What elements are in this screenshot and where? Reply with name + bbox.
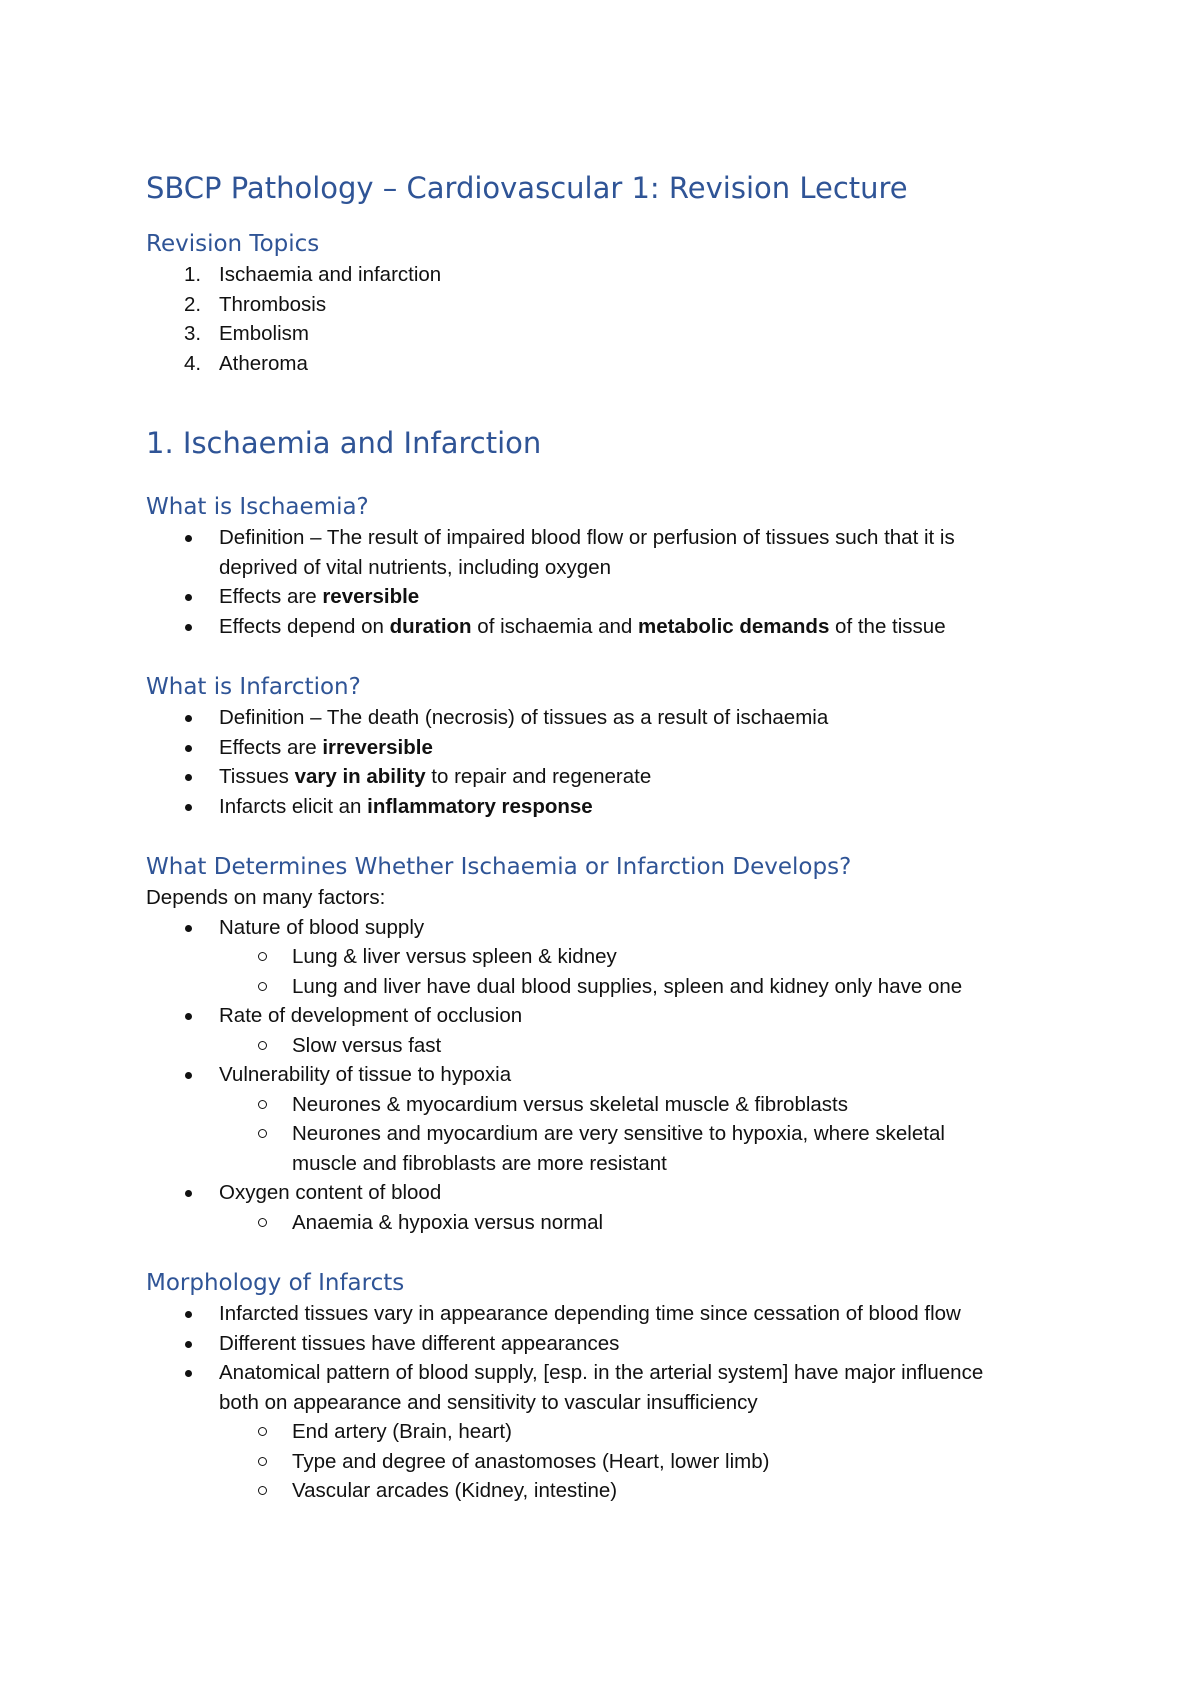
list-item: 1. Ischaemia and infarction	[184, 263, 442, 286]
list-item-continuation: deprived of vital nutrients, including oxygen	[219, 555, 612, 579]
bullet-icon	[185, 1072, 192, 1079]
list-item: Effects are reversible	[146, 582, 1080, 612]
sub-list-item: End artery (Brain, heart)	[146, 1417, 1080, 1447]
bullet-icon	[185, 774, 192, 781]
bullet-icon	[185, 594, 192, 601]
circle-bullet-icon	[258, 1129, 267, 1138]
document-title: SBCP Pathology – Cardiovascular 1: Revision Lecture	[146, 171, 908, 205]
list-item: Oxygen content of blood	[146, 1178, 1080, 1208]
list-item: Anatomical pattern of blood supply, [esp. in the arterial system] have major influence	[146, 1358, 1080, 1388]
ischaemia-list	[146, 523, 1080, 641]
list-item: Definition – The death (necrosis) of tissues as a result of ischaemia	[146, 703, 1080, 733]
list-item: 3. Embolism	[184, 322, 309, 345]
bullet-icon	[185, 1341, 192, 1348]
sub-list-item: Anaemia & hypoxia versus normal	[146, 1208, 1080, 1238]
sub-list-item: Type and degree of anastomoses (Heart, lower limb)	[146, 1447, 1080, 1477]
list-item: 4. Atheroma	[184, 351, 308, 375]
list-item: Rate of development of occlusion	[146, 1001, 1080, 1031]
list-item: Vulnerability of tissue to hypoxia	[146, 1060, 1080, 1090]
sub-list-item-continuation: muscle and fibroblasts are more resistant	[292, 1151, 667, 1175]
circle-bullet-icon	[258, 1457, 267, 1466]
bullet-icon	[185, 745, 192, 752]
circle-bullet-icon	[258, 1100, 267, 1109]
list-item: Definition – The result of impaired blood flow or perfusion of tissues such that it is	[146, 523, 1080, 553]
list-item-continuation: both on appearance and sensitivity to vascular insufficiency	[219, 1390, 758, 1414]
infarction-heading: What is Infarction?	[146, 674, 361, 700]
sub-list-item: Lung and liver have dual blood supplies, spleen and kidney only have one	[146, 972, 1080, 1002]
circle-bullet-icon	[258, 1041, 267, 1050]
list-item: Infarcts elicit an inflammatory response	[146, 792, 1080, 822]
bullet-icon	[185, 535, 192, 542]
list-item: Nature of blood supply	[146, 913, 1080, 943]
circle-bullet-icon	[258, 1486, 267, 1495]
ischaemia-heading: What is Ischaemia?	[146, 494, 369, 520]
circle-bullet-icon	[258, 952, 267, 961]
sub-list-item: Neurones & myocardium versus skeletal muscle & fibroblasts	[146, 1090, 1080, 1120]
determines-heading: What Determines Whether Ischaemia or Infarction Develops?	[146, 854, 852, 880]
sub-list-item: Neurones and myocardium are very sensitive to hypoxia, where skeletal	[146, 1119, 1080, 1149]
infarction-list	[146, 703, 1080, 821]
list-item: Effects depend on duration of ischaemia and metabolic demands of the tissue	[146, 612, 1080, 642]
list-item: Tissues vary in ability to repair and regenerate	[146, 762, 1080, 792]
list-item: Effects are irreversible	[146, 733, 1080, 763]
list-item: 2. Thrombosis	[184, 292, 327, 316]
circle-bullet-icon	[258, 1427, 267, 1436]
sub-list-item: Slow versus fast	[146, 1031, 1080, 1061]
bullet-icon	[185, 1311, 192, 1318]
revision-topics-heading: Revision Topics	[146, 231, 320, 257]
bullet-icon	[185, 1013, 192, 1020]
morphology-list	[146, 1299, 1080, 1506]
sub-list-item: Vascular arcades (Kidney, intestine)	[146, 1476, 1080, 1506]
bullet-icon	[185, 715, 192, 722]
section-heading: 1. Ischaemia and Infarction	[146, 426, 542, 460]
determines-list	[146, 913, 1080, 1238]
bullet-icon	[185, 624, 192, 631]
list-item: Different tissues have different appearances	[146, 1329, 1080, 1359]
circle-bullet-icon	[258, 1218, 267, 1227]
bullet-icon	[185, 925, 192, 932]
list-item: Infarcted tissues vary in appearance depending time since cessation of blood flow	[146, 1299, 1080, 1329]
sub-list-item: Lung & liver versus spleen & kidney	[146, 942, 1080, 972]
bullet-icon	[185, 804, 192, 811]
circle-bullet-icon	[258, 982, 267, 991]
revision-topics-list	[146, 260, 1080, 378]
bullet-icon	[185, 1190, 192, 1197]
determines-intro: Depends on many factors:	[146, 886, 386, 909]
bullet-icon	[185, 1370, 192, 1377]
morphology-heading: Morphology of Infarcts	[146, 1270, 405, 1296]
